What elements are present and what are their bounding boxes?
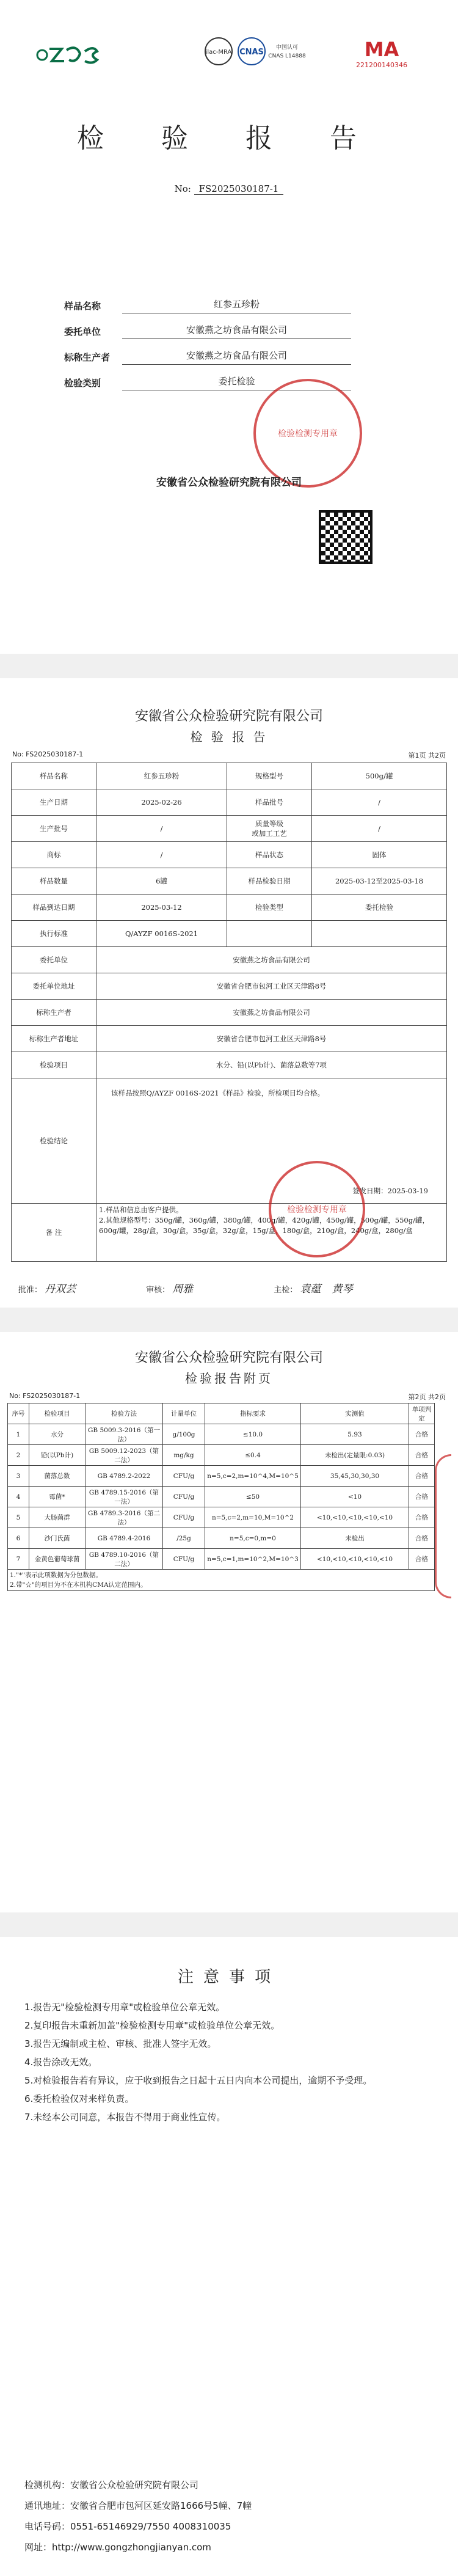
notice-item: 6.委托检验仅对来样负责。 bbox=[24, 2093, 134, 2104]
conclusion-cell bbox=[96, 1078, 447, 1204]
issue-date: 签发日期：2025-03-19 bbox=[352, 1187, 428, 1195]
table-row bbox=[12, 973, 447, 1000]
cell: 合格 bbox=[409, 1507, 435, 1528]
cell: 标称生产者 bbox=[12, 1000, 96, 1026]
note: 1."*"表示此项数据为分包数据。 bbox=[10, 1572, 102, 1579]
cell: / bbox=[312, 789, 447, 816]
conclusion-row bbox=[12, 1078, 447, 1204]
table-row bbox=[12, 895, 447, 921]
cell: 执行标准 bbox=[12, 921, 96, 947]
table-row bbox=[12, 816, 447, 842]
notice-item: 1.报告无"检验检测专用章"或检验单位公章无效。 bbox=[24, 2002, 225, 2013]
cell: 合格 bbox=[409, 1445, 435, 1466]
appendix-no: No: FS2025030187-1 bbox=[9, 1392, 81, 1400]
report-seal bbox=[269, 1161, 365, 1257]
table-row bbox=[12, 921, 447, 947]
notes-row bbox=[8, 1570, 435, 1591]
page-separator bbox=[0, 654, 458, 678]
header-cell: 检验方法 bbox=[85, 1403, 163, 1424]
cover-field-producer bbox=[64, 345, 351, 369]
cell: GB 4789.4-2016 bbox=[85, 1528, 163, 1549]
header-cell: 计量单位 bbox=[163, 1403, 205, 1424]
note: 2.带"☆"的项目为不在本机构CMA认定范围内。 bbox=[10, 1581, 147, 1589]
cover-seal bbox=[253, 379, 362, 488]
cell: 检验项目 bbox=[12, 1052, 96, 1078]
qr-code bbox=[319, 510, 373, 564]
cell: 规格型号 bbox=[227, 763, 312, 789]
sign-label: 批准： bbox=[18, 1286, 43, 1295]
table-row bbox=[8, 1507, 435, 1528]
report-org-title: 安徽省公众检验研究院有限公司 bbox=[134, 709, 323, 724]
contact-phone: 电话号码：0551-65146929/7550 4008310035 bbox=[24, 2521, 231, 2532]
remark: 1.样品和信息由客户提供。 bbox=[99, 1206, 183, 1214]
svg-text:CNAS L14888: CNAS L14888 bbox=[268, 53, 306, 59]
cell: GB 5009.12-2023（第二法） bbox=[85, 1445, 163, 1466]
appendix-table bbox=[7, 1403, 435, 1591]
cell: GB 4789.2-2022 bbox=[85, 1466, 163, 1487]
sign-label: 主检： bbox=[274, 1286, 298, 1295]
cell: 2025-03-12至2025-03-18 bbox=[312, 868, 447, 895]
cell: 样品批号 bbox=[227, 789, 312, 816]
remark: 2.其他规格型号：350g/罐，360g/罐，380g/罐，400g/罐，420g/罐，450g/罐，500g/罐，550g/罐，600g/罐，28g/盒，30g/盒，35g/盒，32g/盒，15g/盒，180g/盒，210g/盒，240g/盒，280g/盒 bbox=[99, 1216, 429, 1235]
cell: 35,45,30,30,30 bbox=[301, 1466, 409, 1487]
cell: n=5,c=2,m=10,M=10^2 bbox=[205, 1507, 301, 1528]
field-value: 安徽燕之坊食品有限公司 bbox=[122, 323, 351, 339]
header-cell: 指标要求 bbox=[205, 1403, 301, 1424]
cover-title: 检 验 报 告 bbox=[77, 123, 381, 154]
appendix-page-no: 第2页 共2页 bbox=[408, 1393, 446, 1401]
cell: / bbox=[96, 816, 227, 842]
signature: 丹双芸 bbox=[45, 1283, 76, 1295]
signature: 周雅 bbox=[172, 1283, 194, 1295]
cell: 红参五珍粉 bbox=[96, 763, 227, 789]
cell: 样品状态 bbox=[227, 842, 312, 868]
table-header bbox=[8, 1403, 435, 1424]
header-cell: 检验项目 bbox=[29, 1403, 85, 1424]
cell: 样品检验日期 bbox=[227, 868, 312, 895]
signature: 袁蕴 bbox=[300, 1283, 321, 1295]
cell: / bbox=[96, 842, 227, 868]
sign-label: 审核： bbox=[146, 1286, 170, 1295]
field-value: 红参五珍粉 bbox=[122, 298, 351, 313]
cover-field-sample-name bbox=[64, 293, 351, 318]
notice-title: 注意事项 bbox=[177, 1968, 280, 1986]
page-separator bbox=[0, 1308, 458, 1332]
notice-item: 3.报告无编制或主检、审核、批准人签字无效。 bbox=[24, 2038, 217, 2049]
cell: n=5,c=1,m=10^2,M=10^3 bbox=[205, 1549, 301, 1570]
field-label: 标称生产者 bbox=[64, 351, 111, 363]
cell: 3 bbox=[8, 1466, 29, 1487]
page-separator bbox=[0, 1912, 458, 1937]
cell: ≤10.0 bbox=[205, 1424, 301, 1445]
cell: 委托单位 bbox=[12, 947, 96, 973]
ma-code: 221200140346 bbox=[356, 61, 407, 69]
cell: 合格 bbox=[409, 1487, 435, 1507]
notice-list bbox=[24, 1998, 440, 2126]
cell: <10 bbox=[301, 1487, 409, 1507]
cell: 样品数量 bbox=[12, 868, 96, 895]
table-row bbox=[8, 1445, 435, 1466]
ilac-cnas-logo bbox=[202, 35, 311, 69]
cnas-logo-icon bbox=[202, 35, 311, 69]
cell: / bbox=[312, 816, 447, 842]
inspector bbox=[274, 1280, 440, 1295]
cell: 质量等级 或加工工艺 bbox=[227, 816, 312, 842]
report-no-label: No: bbox=[174, 183, 191, 194]
appendix-page bbox=[0, 1332, 458, 1912]
svg-text:ilac-MRA: ilac-MRA bbox=[205, 49, 232, 56]
cell: 金黄色葡萄球菌 bbox=[29, 1549, 85, 1570]
cell: 安徽省合肥市包河工业区天津路8号 bbox=[96, 1026, 447, 1052]
cell: 样品名称 bbox=[12, 763, 96, 789]
notes-cell bbox=[8, 1570, 435, 1591]
field-value: 安徽燕之坊食品有限公司 bbox=[122, 349, 351, 365]
cell: 大肠菌群 bbox=[29, 1507, 85, 1528]
zqs-logo-icon bbox=[34, 37, 107, 67]
cell: 水分、铅(以Pb计)、菌落总数等7项 bbox=[96, 1052, 447, 1078]
cell: 500g/罐 bbox=[312, 763, 447, 789]
table-row bbox=[8, 1549, 435, 1570]
appendix-org-title: 安徽省公众检验研究院有限公司 bbox=[134, 1350, 323, 1366]
report-no-value: FS2025030187-1 bbox=[194, 183, 284, 195]
cell: 检验类型 bbox=[227, 895, 312, 921]
cover-org: 安徽省公众检验研究院有限公司 bbox=[156, 477, 302, 489]
cell: 5 bbox=[8, 1507, 29, 1528]
cell: 5.93 bbox=[301, 1424, 409, 1445]
table-row bbox=[12, 1000, 447, 1026]
cell: n=5,c=2,m=10^4,M=10^5 bbox=[205, 1466, 301, 1487]
cell: 合格 bbox=[409, 1466, 435, 1487]
cell: 未检出(定量限:0.03) bbox=[301, 1445, 409, 1466]
cell: 未检出 bbox=[301, 1528, 409, 1549]
cell bbox=[227, 921, 312, 947]
reviewer bbox=[146, 1280, 274, 1295]
contact-block bbox=[24, 2475, 252, 2558]
table-row bbox=[8, 1466, 435, 1487]
ma-mark: MA bbox=[364, 38, 399, 61]
cell: Q/AYZF 0016S-2021 bbox=[96, 921, 227, 947]
report-table bbox=[11, 763, 447, 1262]
report-subtitle: 检 验 报 告 bbox=[190, 730, 268, 744]
cell: 霉菌* bbox=[29, 1487, 85, 1507]
cover-field-client bbox=[64, 319, 351, 343]
cell: 标称生产者地址 bbox=[12, 1026, 96, 1052]
report-no: No: FS2025030187-1 bbox=[12, 750, 84, 758]
cell: n=5,c=0,m=0 bbox=[205, 1528, 301, 1549]
field-label: 检验类别 bbox=[64, 377, 101, 389]
svg-text:中国认可: 中国认可 bbox=[275, 45, 299, 51]
remarks-row bbox=[12, 1204, 447, 1262]
cell: 生产批号 bbox=[12, 816, 96, 842]
table-row bbox=[12, 868, 447, 895]
cell: 合格 bbox=[409, 1549, 435, 1570]
report-page-no: 第1页 共2页 bbox=[408, 752, 446, 759]
cell: 7 bbox=[8, 1549, 29, 1570]
cell: 样品到达日期 bbox=[12, 895, 96, 921]
header-cell: 序号 bbox=[8, 1403, 29, 1424]
cell: 委托单位地址 bbox=[12, 973, 96, 1000]
header-cell: 实测值 bbox=[301, 1403, 409, 1424]
contact-org: 检测机构：安徽省公众检验研究院有限公司 bbox=[24, 2479, 199, 2490]
cell: 备 注 bbox=[12, 1204, 96, 1262]
cell: 6罐 bbox=[96, 868, 227, 895]
cell: 生产日期 bbox=[12, 789, 96, 816]
table-row bbox=[12, 1052, 447, 1078]
cell: 6 bbox=[8, 1528, 29, 1549]
cell: mg/kg bbox=[163, 1445, 205, 1466]
header-cell: 单项判定 bbox=[409, 1403, 435, 1424]
contact-address: 通讯地址：安徽省合肥市包河区延安路1666号5幢、7幢 bbox=[24, 2500, 252, 2511]
cell: GB 4789.10-2016（第二法） bbox=[85, 1549, 163, 1570]
cell: GB 4789.15-2016（第一法） bbox=[85, 1487, 163, 1507]
notice-item: 4.报告涂改无效。 bbox=[24, 2057, 98, 2068]
cell: ≤0.4 bbox=[205, 1445, 301, 1466]
cell: 合格 bbox=[409, 1424, 435, 1445]
table-row bbox=[8, 1487, 435, 1507]
cell: 合格 bbox=[409, 1528, 435, 1549]
signature: 黄琴 bbox=[332, 1283, 353, 1295]
cell: 固体 bbox=[312, 842, 447, 868]
cell: <10,<10,<10,<10,<10 bbox=[301, 1507, 409, 1528]
report-page bbox=[0, 678, 458, 1308]
table-row bbox=[12, 947, 447, 973]
cell: 安徽燕之坊食品有限公司 bbox=[96, 947, 447, 973]
seal-text: 检验检测专用章 bbox=[287, 1205, 347, 1215]
cover-report-no bbox=[0, 183, 458, 194]
cell: 菌落总数 bbox=[29, 1466, 85, 1487]
table-row bbox=[8, 1424, 435, 1445]
cell: 安徽燕之坊食品有限公司 bbox=[96, 1000, 447, 1026]
cell: 沙门氏菌 bbox=[29, 1528, 85, 1549]
cell: GB 5009.3-2016（第一法） bbox=[85, 1424, 163, 1445]
signature-row bbox=[18, 1280, 440, 1295]
cell: 委托检验 bbox=[312, 895, 447, 921]
cell: <10,<10,<10,<10,<10 bbox=[301, 1549, 409, 1570]
cell bbox=[312, 921, 447, 947]
field-value: 委托检验 bbox=[122, 375, 351, 390]
table-row bbox=[8, 1528, 435, 1549]
cell: 铅(以Pb计) bbox=[29, 1445, 85, 1466]
cell: 水分 bbox=[29, 1424, 85, 1445]
notice-item: 5.对检验报告若有异议，应于收到报告之日起十五日内向本公司提出，逾期不予受理。 bbox=[24, 2075, 373, 2086]
approver bbox=[18, 1280, 146, 1295]
cell: 2 bbox=[8, 1445, 29, 1466]
contact-web[interactable]: 网址：http://www.gongzhongjianyan.com bbox=[24, 2542, 211, 2553]
edge-seal bbox=[435, 1454, 451, 1598]
table-row bbox=[12, 842, 447, 868]
cell: 2025-02-26 bbox=[96, 789, 227, 816]
cover-page bbox=[0, 0, 458, 654]
notice-item: 2.复印报告未重新加盖"检验检测专用章"或检验单位公章无效。 bbox=[24, 2020, 280, 2031]
cell: 4 bbox=[8, 1487, 29, 1507]
field-label: 样品名称 bbox=[64, 300, 101, 312]
cell: CFU/g bbox=[163, 1466, 205, 1487]
cell: GB 4789.3-2016（第二法） bbox=[85, 1507, 163, 1528]
conclusion-text: 该样品按照Q/AYZF 0016S-2021《样品》检验，所检项目均合格。 bbox=[111, 1089, 325, 1097]
svg-text:CNAS: CNAS bbox=[239, 48, 264, 57]
cell: 商标 bbox=[12, 842, 96, 868]
cell: g/100g bbox=[163, 1424, 205, 1445]
notice-item: 7.未经本公司同意，本报告不得用于商业性宣传。 bbox=[24, 2112, 226, 2123]
table-row bbox=[12, 789, 447, 816]
cell: CFU/g bbox=[163, 1549, 205, 1570]
cell: CFU/g bbox=[163, 1507, 205, 1528]
field-label: 委托单位 bbox=[64, 326, 101, 337]
seal-text: 检验检测专用章 bbox=[278, 429, 338, 439]
cell: CFU/g bbox=[163, 1487, 205, 1507]
notice-page bbox=[0, 1937, 458, 2576]
ma-logo bbox=[345, 34, 418, 73]
table-row bbox=[12, 763, 447, 789]
table-row bbox=[12, 1026, 447, 1052]
cell: 安徽省合肥市包河工业区天津路8号 bbox=[96, 973, 447, 1000]
cell: 2025-03-12 bbox=[96, 895, 227, 921]
cell: 1 bbox=[8, 1424, 29, 1445]
zqs-logo bbox=[34, 37, 107, 67]
cell: 检验结论 bbox=[12, 1078, 96, 1204]
cell: ≤50 bbox=[205, 1487, 301, 1507]
cell: /25g bbox=[163, 1528, 205, 1549]
appendix-subtitle: 检验报告附页 bbox=[185, 1371, 273, 1386]
